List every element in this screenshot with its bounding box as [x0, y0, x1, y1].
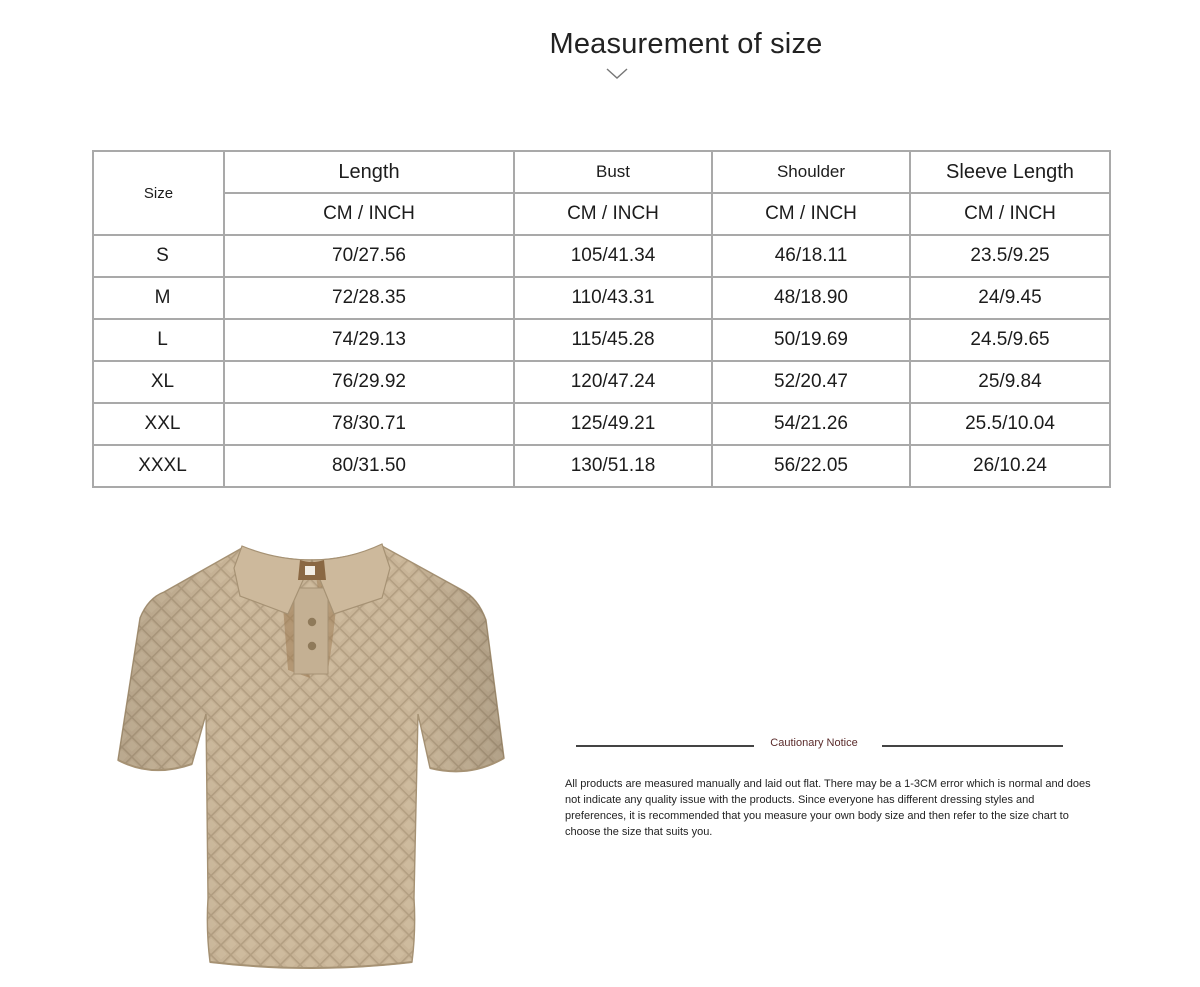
shoulder-cell: 54/21.26 [712, 403, 910, 445]
notice-divider-left [576, 745, 754, 747]
column-header-length: Length [224, 151, 514, 193]
unit-label: CM / INCH [910, 193, 1110, 235]
sleeve-length-cell: 24.5/9.65 [910, 319, 1110, 361]
size-header: Size [93, 151, 224, 235]
length-cell: 74/29.13 [224, 319, 514, 361]
bust-cell: 120/47.24 [514, 361, 712, 403]
size-chart-table [92, 150, 1111, 488]
unit-label: CM / INCH [224, 193, 514, 235]
column-header-shoulder: Shoulder [712, 151, 910, 193]
length-cell: 80/31.50 [224, 445, 514, 487]
shoulder-cell: 50/19.69 [712, 319, 910, 361]
size-cell: XL [93, 361, 224, 403]
sleeve-length-cell: 25.5/10.04 [910, 403, 1110, 445]
sleeve-length-cell: 26/10.24 [910, 445, 1110, 487]
size-cell: S [93, 235, 224, 277]
unit-label: CM / INCH [712, 193, 910, 235]
length-cell: 72/28.35 [224, 277, 514, 319]
size-cell: M [93, 277, 224, 319]
column-header-bust: Bust [514, 151, 712, 193]
length-cell: 70/27.56 [224, 235, 514, 277]
polo-shirt-image [112, 538, 512, 970]
table-row [93, 361, 1110, 403]
shoulder-cell: 52/20.47 [712, 361, 910, 403]
bust-cell: 110/43.31 [514, 277, 712, 319]
table-row [93, 277, 1110, 319]
table-row [93, 319, 1110, 361]
shoulder-cell: 56/22.05 [712, 445, 910, 487]
page-title: Measurement of size [549, 28, 823, 60]
size-cell: L [93, 319, 224, 361]
notice-divider-right [882, 745, 1063, 747]
table-row [93, 445, 1110, 487]
sleeve-length-cell: 25/9.84 [910, 361, 1110, 403]
notice-title: Cautionary Notice [770, 737, 858, 749]
chevron-down-icon [606, 66, 628, 82]
unit-label: CM / INCH [514, 193, 712, 235]
sleeve-length-cell: 24/9.45 [910, 277, 1110, 319]
size-cell: XXL [93, 403, 224, 445]
shoulder-cell: 48/18.90 [712, 277, 910, 319]
column-header-sleeve-length: Sleeve Length [910, 151, 1110, 193]
bust-cell: 105/41.34 [514, 235, 712, 277]
length-cell: 78/30.71 [224, 403, 514, 445]
table-row [93, 235, 1110, 277]
notice-text: All products are measured manually and laid out flat. There may be a 1-3CM error which is normal and does not indicate any quality issue with the products. Since everyone has different dressing styles and preferences, it is recommended that you measure your own body size and then refer to the size chart to choose the size that suits you. [565, 778, 1091, 838]
bust-cell: 125/49.21 [514, 403, 712, 445]
size-cell: XXXL [93, 445, 224, 487]
bust-cell: 115/45.28 [514, 319, 712, 361]
length-cell: 76/29.92 [224, 361, 514, 403]
sleeve-length-cell: 23.5/9.25 [910, 235, 1110, 277]
bust-cell: 130/51.18 [514, 445, 712, 487]
shoulder-cell: 46/18.11 [712, 235, 910, 277]
table-row [93, 403, 1110, 445]
